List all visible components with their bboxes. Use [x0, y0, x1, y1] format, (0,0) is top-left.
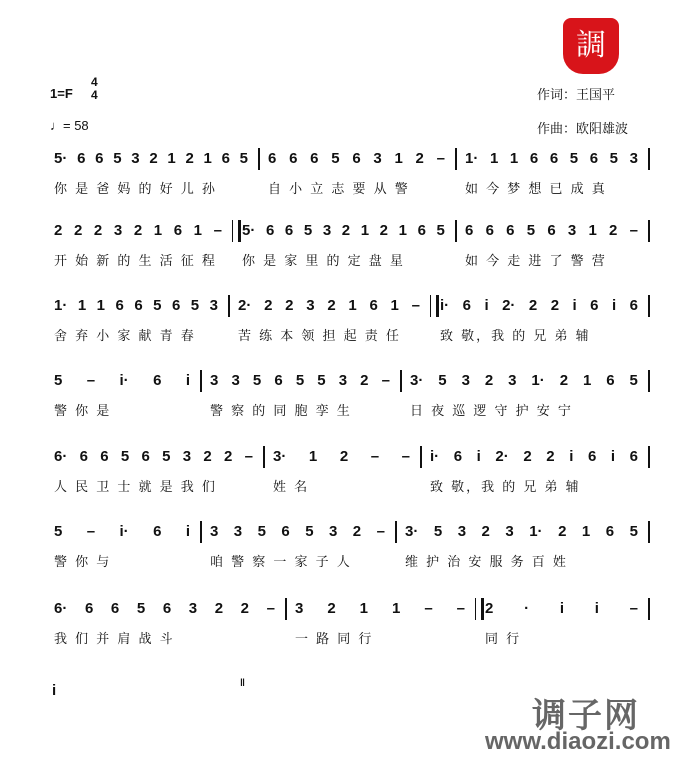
note: 1 [77, 297, 87, 314]
barline [648, 446, 650, 468]
note: 1 [359, 600, 368, 617]
note: 2 [415, 150, 424, 167]
note: 6 [171, 297, 181, 314]
lyrics: 你 是 家 里 的 定 盘 星 [242, 254, 405, 269]
note: – [376, 523, 385, 540]
note: 6 [462, 297, 471, 314]
lyrics: 自 小 立 志 要 从 警 [268, 182, 410, 197]
measure [291, 600, 469, 650]
note: 3 [188, 600, 198, 617]
barline [200, 521, 202, 543]
notes [291, 600, 469, 620]
final-note: i [52, 682, 57, 699]
note: 2 [559, 372, 569, 389]
notes [436, 297, 642, 317]
note: 5 [609, 150, 619, 167]
note: 6 [506, 222, 515, 239]
note: – [370, 448, 380, 465]
lyrics: 同 行 [485, 632, 522, 647]
lyrics: 我 们 并 肩 战 斗 [54, 632, 175, 647]
note: – [213, 222, 222, 239]
lyricist-credit: 作词：王国平 [537, 88, 616, 103]
note: 6 [141, 448, 150, 465]
note: 6 [547, 222, 556, 239]
notes [461, 222, 642, 242]
note: 2 [558, 523, 567, 540]
note: 6 [79, 448, 88, 465]
note: 2 [264, 297, 273, 314]
note: i [569, 448, 574, 465]
lyrics: 如 今 走 进 了 警 营 [465, 254, 607, 269]
note: – [629, 600, 638, 617]
note: 2 [93, 222, 103, 239]
note: 5 [526, 222, 536, 239]
note: i [185, 372, 190, 389]
note: 1 [203, 150, 212, 167]
note: 3 [182, 448, 192, 465]
note: 1· [531, 372, 545, 389]
note: 6 [265, 222, 275, 239]
lyrics: 人 民 卫 士 就 是 我 们 [54, 480, 217, 495]
note: 1· [529, 523, 543, 540]
note: 6 [465, 222, 474, 239]
measure [401, 523, 642, 573]
watermark-name: 调子网 [532, 697, 640, 735]
measure [50, 448, 257, 498]
note: 1 [167, 150, 176, 167]
note: 6 [529, 150, 539, 167]
note: 2 [484, 372, 494, 389]
notes [50, 448, 257, 468]
note: – [381, 372, 390, 389]
note: 5 [113, 150, 122, 167]
note: – [424, 600, 433, 617]
note: 3· [273, 448, 287, 465]
measure [238, 222, 449, 272]
barline [395, 521, 397, 543]
barline [648, 148, 650, 170]
barline [263, 446, 265, 468]
note: – [266, 600, 275, 617]
note: 5 [305, 523, 314, 540]
note: 5 [153, 297, 162, 314]
note: 6 [100, 448, 109, 465]
note: 1 [394, 150, 403, 167]
measure [461, 222, 642, 272]
note: i [484, 297, 489, 314]
note: 6 [606, 372, 615, 389]
note: 6· [54, 600, 68, 617]
note: 1 [153, 222, 163, 239]
note: 5 [436, 222, 445, 239]
note: 3· [410, 372, 424, 389]
barline [285, 598, 287, 620]
note: – [244, 448, 253, 465]
note: i· [440, 297, 450, 314]
note: 6· [54, 448, 68, 465]
note: – [86, 523, 96, 540]
note: 3 [338, 372, 348, 389]
note: 2 [133, 222, 143, 239]
note: 6 [84, 600, 94, 617]
note: 6 [77, 150, 86, 167]
note: i· [430, 448, 440, 465]
note: 3 [295, 600, 304, 617]
note: 3 [210, 372, 219, 389]
note: 6 [453, 448, 463, 465]
barline [455, 220, 457, 242]
barline [258, 148, 260, 170]
note: 6 [173, 222, 183, 239]
notes [481, 600, 642, 620]
note: 2 [214, 600, 224, 617]
note: 6 [587, 448, 597, 465]
note: 2 [327, 297, 336, 314]
note: 5· [242, 222, 256, 239]
note: 5 [252, 372, 262, 389]
note: 6 [134, 297, 143, 314]
measure [481, 600, 642, 650]
note: 6 [281, 523, 290, 540]
barline [648, 220, 650, 242]
note: 2 [240, 600, 250, 617]
note: 6 [485, 222, 494, 239]
lyrics: 舍 弃 小 家 献 青 春 [54, 329, 196, 344]
tempo-mark: ♩= 58 [50, 118, 89, 133]
note: 6 [268, 150, 277, 167]
note: 3 [113, 222, 123, 239]
note: 6 [115, 297, 124, 314]
notes [50, 222, 226, 242]
note: 5 [239, 150, 248, 167]
notes [50, 150, 252, 170]
barline [228, 295, 230, 317]
note: – [436, 150, 445, 167]
lyrics: 致 敬，我 的 兄 弟 辅 [430, 480, 581, 495]
barline [648, 370, 650, 392]
measure [461, 150, 642, 200]
note: 6 [549, 150, 559, 167]
measure [426, 448, 642, 498]
note: 5 [433, 523, 443, 540]
barline [648, 521, 650, 543]
measure [264, 150, 449, 200]
note: 6 [95, 150, 104, 167]
note: i [594, 600, 599, 617]
note: 2 [485, 600, 494, 617]
note: 6 [629, 297, 638, 314]
lyrics: 姓 名 [273, 480, 310, 495]
measure [50, 297, 222, 347]
note: 3 [461, 372, 470, 389]
note: i [559, 600, 564, 617]
lyrics: 开 始 新 的 生 活 征 程 [54, 254, 217, 269]
note: 6 [153, 523, 162, 540]
note: 6 [417, 222, 426, 239]
note: 1 [348, 297, 357, 314]
measure [50, 372, 194, 422]
barline [420, 446, 422, 468]
measure [206, 372, 394, 422]
note: i [611, 297, 617, 314]
note: 1 [581, 523, 591, 540]
measure [50, 222, 226, 272]
lyrics: 警 察 的 同 胞 孪 生 [210, 404, 352, 419]
note: 5 [629, 372, 638, 389]
note: 3 [131, 150, 140, 167]
note: 1 [96, 297, 105, 314]
note: 1· [54, 297, 68, 314]
note: 6 [369, 297, 378, 314]
measure [234, 297, 424, 347]
note: 6 [590, 297, 599, 314]
notes [206, 372, 394, 392]
note: 2 [360, 372, 369, 389]
note: 6 [221, 150, 230, 167]
note: 5 [257, 523, 266, 540]
note: 2 [550, 297, 560, 314]
note: 1 [391, 600, 401, 617]
note: 5 [162, 448, 171, 465]
note: 6 [605, 523, 615, 540]
note: 3· [405, 523, 419, 540]
measure [406, 372, 642, 422]
barline [648, 295, 650, 317]
note: 1 [308, 448, 318, 465]
note: 2· [502, 297, 516, 314]
note: i· [119, 372, 129, 389]
note: 3 [209, 297, 218, 314]
notes [269, 448, 414, 468]
notes [234, 297, 424, 317]
note: 3 [231, 372, 240, 389]
lyrics: 日 夜 巡 逻 守 护 安 宁 [410, 404, 573, 419]
notes [401, 523, 642, 543]
notes [406, 372, 642, 392]
barline [455, 148, 457, 170]
lyrics: 如 今 梦 想 已 成 真 [465, 182, 607, 197]
note: 2 [523, 448, 532, 465]
note: 5 [438, 372, 447, 389]
note: i· [119, 523, 129, 540]
note: 3 [306, 297, 315, 314]
notes [238, 222, 449, 242]
note: 2 [149, 150, 158, 167]
lyrics: 警 你 是 [54, 404, 112, 419]
note: 1· [465, 150, 479, 167]
note: 2· [238, 297, 252, 314]
note: 5 [317, 372, 326, 389]
note: 1 [390, 297, 399, 314]
barline [200, 370, 202, 392]
note: i [572, 297, 577, 314]
composer-credit: 作曲：欧阳雄波 [537, 122, 629, 137]
note: – [456, 600, 465, 617]
note: · [524, 600, 530, 617]
note: 2 [546, 448, 555, 465]
measure [50, 523, 194, 573]
note: 3 [322, 222, 332, 239]
note: 5 [136, 600, 146, 617]
note: 2 [341, 222, 351, 239]
note: – [401, 448, 410, 465]
end-mark: ‖ [240, 678, 245, 689]
note: 1 [489, 150, 499, 167]
note: 5 [569, 150, 579, 167]
lyrics: 咱 警 察 一 家 子 人 [210, 555, 352, 570]
note: 1 [509, 150, 519, 167]
time-top: 4 [91, 75, 98, 89]
note: 5· [54, 150, 68, 167]
measure [269, 448, 414, 498]
note: 6 [289, 150, 298, 167]
note: i [476, 448, 481, 465]
barline [648, 598, 650, 620]
notes [461, 150, 642, 170]
note: – [629, 222, 638, 239]
lyrics: 一 路 同 行 [295, 632, 374, 647]
key-signature: 1=F [50, 86, 73, 101]
note: 3 [567, 222, 577, 239]
note: 2 [224, 448, 233, 465]
note: 3 [373, 150, 382, 167]
note: i [610, 448, 616, 465]
note: 3 [505, 523, 514, 540]
notes [50, 372, 194, 392]
note: – [86, 372, 96, 389]
seal-logo: 調 [563, 18, 619, 74]
note: 6 [352, 150, 361, 167]
note: 5 [54, 523, 63, 540]
note: 1 [582, 372, 592, 389]
note: 6 [310, 150, 319, 167]
note: 5 [331, 150, 340, 167]
note: 1 [193, 222, 203, 239]
note: 5 [190, 297, 200, 314]
note: 6 [284, 222, 294, 239]
note: 2 [73, 222, 83, 239]
note: 3 [233, 523, 243, 540]
note: 3 [328, 523, 338, 540]
measure [50, 150, 252, 200]
note: 5 [120, 448, 130, 465]
note: 1 [360, 222, 370, 239]
time-bottom: 4 [91, 88, 98, 102]
note: 3 [457, 523, 467, 540]
note: 3 [629, 150, 638, 167]
note: 2 [203, 448, 212, 465]
watermark-url: www.diaozi.com [485, 728, 671, 755]
note: 2 [339, 448, 349, 465]
note: 2 [528, 297, 538, 314]
note: 2 [54, 222, 63, 239]
lyrics: 你 是 爸 妈 的 好 儿 孙 [54, 182, 217, 197]
note: 2 [352, 523, 362, 540]
note: – [411, 297, 420, 314]
note: 6 [110, 600, 120, 617]
note: 6 [589, 150, 599, 167]
note: 6 [629, 448, 638, 465]
lyrics: 苦 练 本 领 担 起 责 任 [238, 329, 401, 344]
notes [50, 600, 279, 620]
measure [50, 600, 279, 650]
note: 3 [508, 372, 517, 389]
notes [264, 150, 449, 170]
note: 2· [495, 448, 509, 465]
notes [206, 523, 389, 543]
lyrics: 维 护 治 安 服 务 百 姓 [405, 555, 568, 570]
lyrics: 警 你 与 [54, 555, 112, 570]
notes [50, 297, 222, 317]
note: 5 [303, 222, 313, 239]
measure [436, 297, 642, 347]
notes [50, 523, 194, 543]
notes [426, 448, 642, 468]
note: 6 [153, 372, 162, 389]
note: 3 [210, 523, 219, 540]
barline [400, 370, 402, 392]
note: 2 [285, 297, 294, 314]
note: 2 [185, 150, 194, 167]
note: 6 [274, 372, 283, 389]
note: 2 [481, 523, 490, 540]
lyrics: 致 敬，我 的 兄 弟 辅 [440, 329, 591, 344]
measure [206, 523, 389, 573]
note: 1 [398, 222, 407, 239]
time-signature [91, 76, 98, 102]
note: 5 [54, 372, 63, 389]
note: 2 [379, 222, 389, 239]
note: i [185, 523, 190, 540]
note: 1 [588, 222, 597, 239]
note: 2 [327, 600, 336, 617]
note: 5 [629, 523, 638, 540]
note: 2 [609, 222, 618, 239]
note: 5 [295, 372, 305, 389]
note: 6 [162, 600, 172, 617]
